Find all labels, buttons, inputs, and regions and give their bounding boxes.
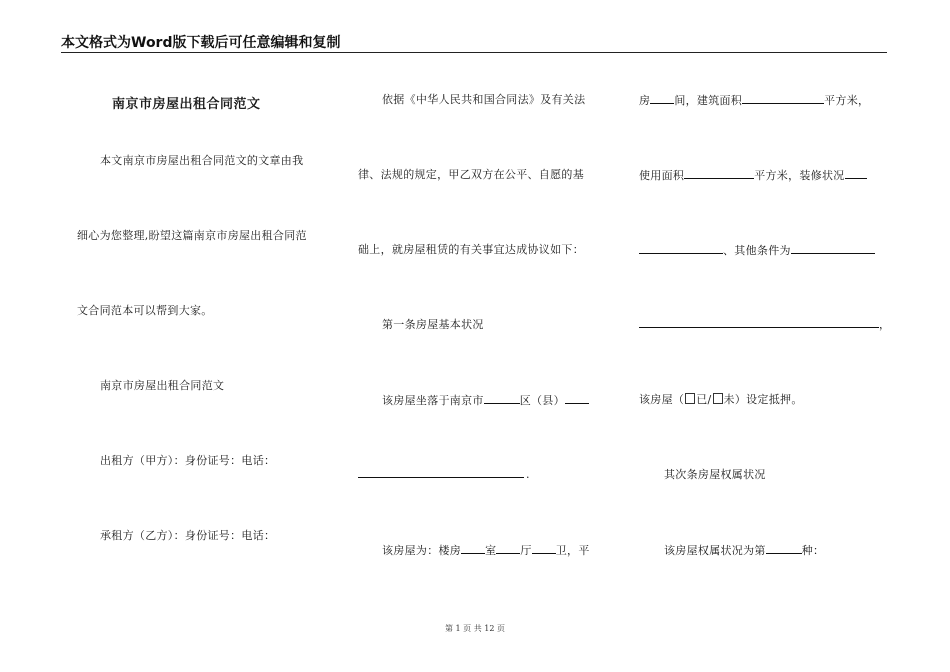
usable-area-line bbox=[639, 168, 867, 183]
district-blank bbox=[565, 393, 589, 404]
decoration-cont-blank bbox=[639, 243, 723, 254]
bath-label: 卫，平 bbox=[555, 544, 590, 557]
location-prefix: 该房屋坐落于南京市 bbox=[382, 394, 484, 407]
building-area-label: 间，建筑面积 bbox=[674, 94, 743, 107]
address-blank bbox=[358, 477, 524, 478]
preamble-line-2: 律、法规的规定，甲乙双方在公平、自愿的基 bbox=[358, 168, 584, 181]
location-line bbox=[382, 393, 589, 408]
area-line bbox=[639, 93, 869, 108]
preamble-line-3: 础上，就房屋租赁的有关事宜达成协议如下： bbox=[358, 243, 584, 256]
area-unit: 平方米， bbox=[824, 94, 870, 107]
checkbox-icon bbox=[685, 393, 695, 404]
section-subtitle: 南京市房屋出租合同范文 bbox=[100, 379, 225, 392]
decoration-label: 平方米，装修状况 bbox=[754, 169, 845, 182]
lessee-line: 承租方（乙方）：身份证号：电话： bbox=[100, 529, 276, 542]
lessor-line: 出租方（甲方）：身份证号：电话： bbox=[100, 454, 276, 467]
decoration-blank bbox=[845, 168, 867, 179]
preamble-line-1: 依据《中华人民共和国合同法》及有关法 bbox=[382, 93, 586, 106]
ownership-blank bbox=[766, 543, 802, 554]
ownership-line bbox=[664, 543, 824, 558]
other-conditions-blank bbox=[791, 243, 875, 254]
document-title: 南京市房屋出租合同范文 bbox=[112, 97, 261, 112]
area-prefix: 房 bbox=[639, 94, 651, 107]
rooms-blank bbox=[461, 543, 485, 554]
room-count-blank bbox=[650, 93, 674, 104]
intro-line-3: 文合同范本可以帮到大家。 bbox=[77, 304, 213, 317]
halls-blank bbox=[496, 543, 520, 554]
mortgage-prefix: 该房屋（ bbox=[639, 393, 685, 406]
mortgage-line bbox=[639, 393, 803, 407]
district-label: 区（县） bbox=[519, 394, 565, 407]
address-end-mark: . bbox=[526, 468, 530, 481]
article-1-heading: 第一条房屋基本状况 bbox=[382, 318, 484, 331]
city-blank bbox=[484, 393, 520, 404]
intro-line-1: 本文南京市房屋出租合同范文的文章由我 bbox=[100, 154, 304, 167]
ownership-prefix: 该房屋权属状况为第 bbox=[664, 544, 766, 557]
baths-blank bbox=[532, 543, 556, 554]
usable-area-label: 使用面积 bbox=[639, 169, 685, 182]
mortgage-yes: 已/ bbox=[696, 393, 712, 406]
hall-label: 厅 bbox=[520, 544, 532, 557]
document-header: 本文格式为Word版下载后可任意编辑和复制 bbox=[61, 34, 887, 53]
conditions-end-mark: ， bbox=[879, 318, 891, 331]
room-label: 室 bbox=[485, 544, 497, 557]
ownership-suffix: 种： bbox=[801, 544, 825, 557]
other-conditions-label: 、其他条件为 bbox=[723, 244, 791, 257]
article-2-heading: 其次条房屋权属状况 bbox=[664, 468, 766, 481]
usable-area-blank bbox=[684, 168, 754, 179]
building-area-blank bbox=[742, 93, 824, 104]
mortgage-no: 未）设定抵押。 bbox=[723, 393, 803, 406]
conditions-cont-blank bbox=[639, 327, 879, 328]
house-type-prefix: 该房屋为：楼房 bbox=[382, 544, 462, 557]
other-conditions-line bbox=[639, 243, 875, 258]
page-footer: 第 1 页 共 12 页 bbox=[445, 624, 505, 633]
house-type-line bbox=[382, 543, 590, 558]
checkbox-icon bbox=[713, 393, 723, 404]
intro-line-2: 细心为您整理,盼望这篇南京市房屋出租合同范 bbox=[77, 229, 307, 242]
